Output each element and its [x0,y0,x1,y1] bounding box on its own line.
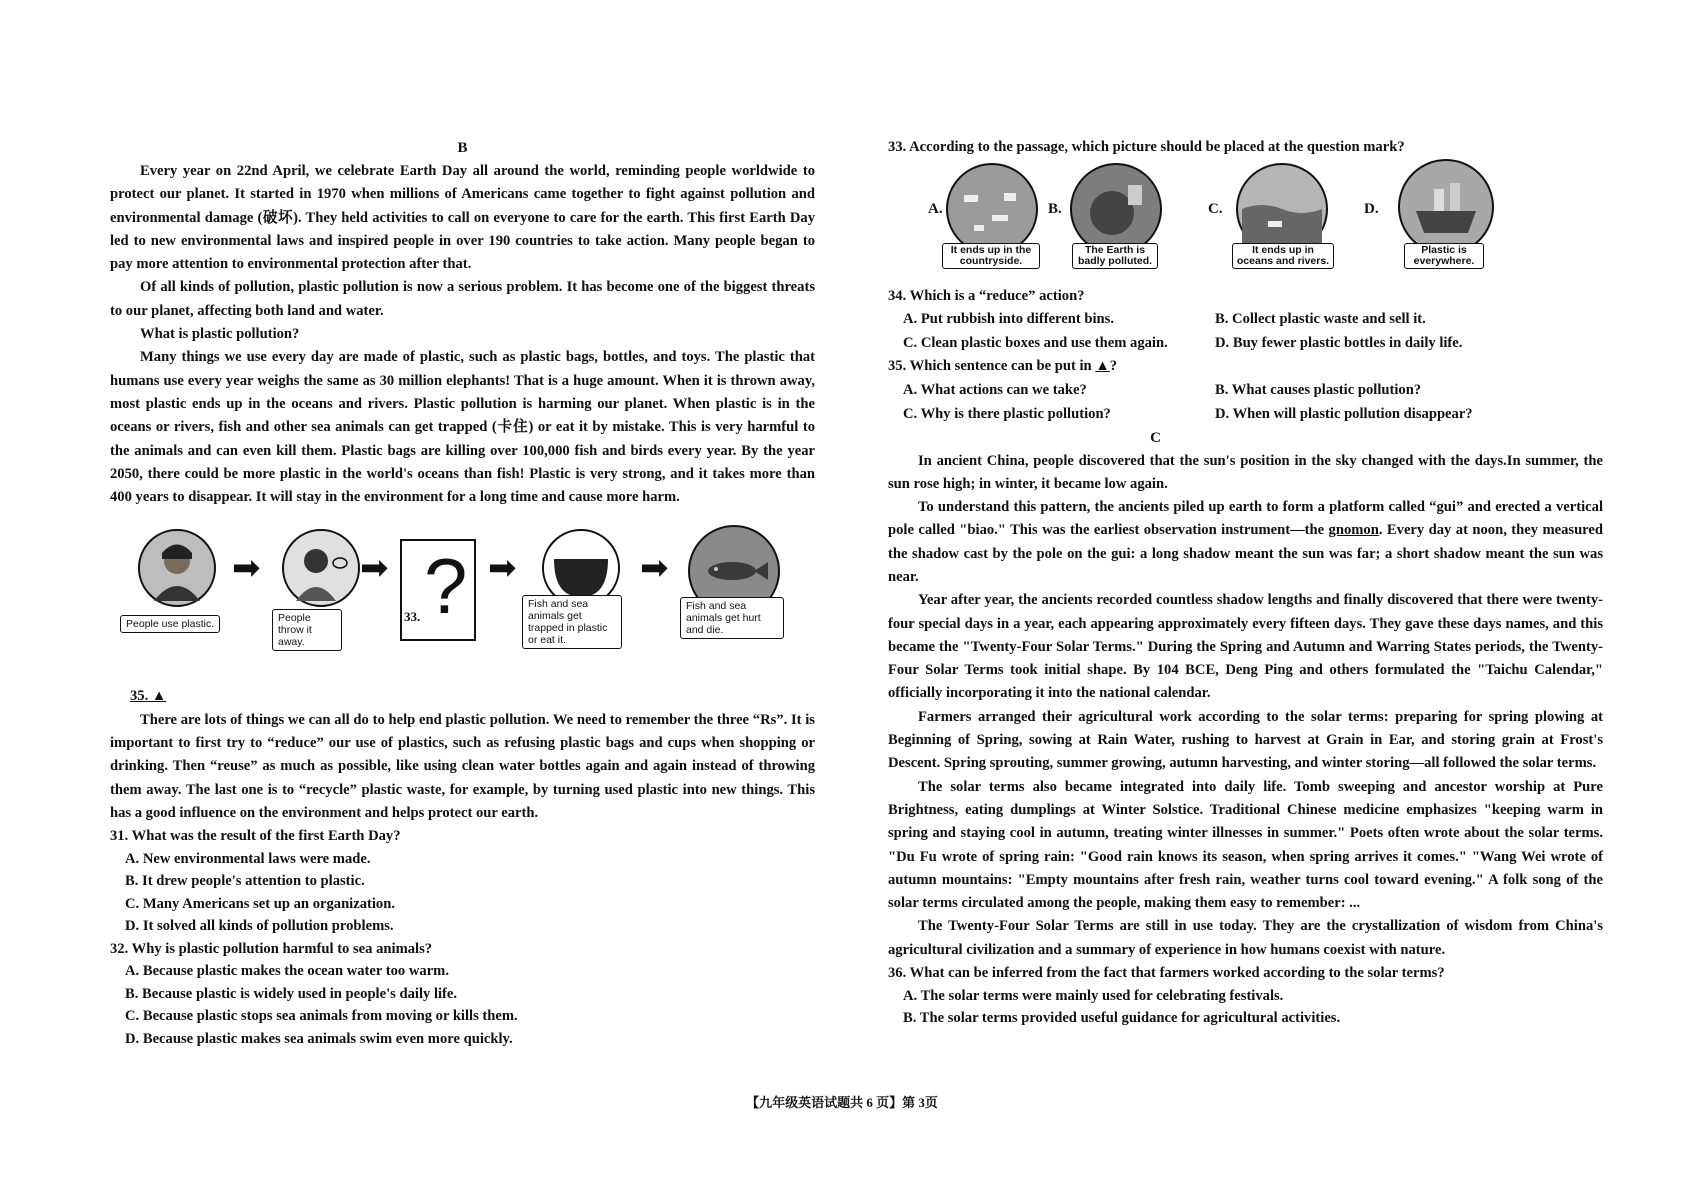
picture-caption: It ends up in oceans and rivers. [1232,243,1334,269]
question-35: 35. Which sentence can be put in ▲? [888,358,1118,374]
option: D. Buy fewer plastic bottles in daily life. [1215,335,1463,351]
person-throwing-image [282,529,360,607]
picture-option-b: B. The Earth is badly polluted. [1048,159,1208,284]
flow-caption: People throw it away. [272,609,342,651]
blank-label-33: 33. [404,609,421,625]
option: B. Collect plastic waste and sell it. [1215,311,1426,327]
picture-option-c: C. It ends up in oceans and rivers. [1208,159,1368,284]
option: D. Because plastic makes sea animals swim even more quickly. [125,1030,513,1047]
option: A. New environmental laws were made. [125,850,371,867]
option: C. Why is there plastic pollution? [903,405,1111,422]
subheading: What is plastic pollution? [140,326,300,343]
option-row [888,402,1603,426]
picture-option-d: D. Plastic is everywhere. [1364,159,1534,284]
plastic-everywhere-image [1398,159,1494,255]
option: D. When will plastic pollution disappear? [1215,405,1473,422]
paragraph: Of all kinds of pollution, plastic pollution is now a serious problem. It has become one of the biggest threats to our planet, affecting both land and water. [110,279,815,319]
option: C. Clean plastic boxes and use them again. [903,335,1168,351]
picture-caption: Plastic is everywhere. [1404,243,1484,269]
paragraph: In ancient China, people discovered that the sun's position in the sky changed with the days.In summer, the sun rose high; in winter, it became low again. [888,452,1603,492]
flow-step-4 [522,529,634,649]
question-33: 33. According to the passage, which picture should be placed at the question mark? [888,139,1405,155]
option: A. Because plastic makes the ocean water too warm. [125,963,449,980]
blank-35: 35. ▲ [130,688,167,705]
arrow-right-icon: ➡ [488,548,517,589]
right-column [888,136,1603,1030]
question-31: 31. What was the result of the first Earth Day? [110,828,401,845]
paragraph: Farmers arranged their agricultural work according to the solar terms: preparing for spring plowing at Beginning of Spring, sowing at Rain Water, rushing to harvest at Grain in Ear, and storing grain at Frost's Descent. Spring sprouting, summer growing, autumn harvesting, and winter storing—all followed the solar terms. [888,708,1603,772]
option: A. The solar terms were mainly used for celebrating festivals. [903,987,1284,1004]
option: D. It solved all kinds of pollution problems. [125,918,394,935]
option: B. Because plastic is widely used in people's daily life. [125,985,458,1002]
option: B. What causes plastic pollution? [1215,381,1422,398]
page-footer: 【九年级英语试题共 6 页】第 3页 [746,1095,938,1110]
arrow-right-icon: ➡ [640,548,669,589]
option: C. Many Americans set up an organization. [125,895,395,912]
option-row [888,307,1603,331]
picture-option-a: A. It ends up in the countryside. [888,159,1068,284]
section-heading-b: B [457,140,468,156]
picture-options [888,159,1603,289]
question-mark: ? [424,542,468,631]
question-34: 34. Which is a “reduce” action? [888,287,1085,304]
question-36: 36. What can be inferred from the fact that farmers worked according to the solar terms? [888,965,1445,982]
flow-caption: People use plastic. [120,615,220,633]
arrow-right-icon: ➡ [232,548,261,589]
picture-caption: The Earth is badly polluted. [1072,243,1158,269]
person-using-plastic-image [138,529,216,607]
countryside-litter-image [946,163,1038,255]
section-heading-c: C [1150,429,1161,446]
left-column [110,136,815,1050]
question-32: 32. Why is plastic pollution harmful to sea animals? [110,940,433,957]
paragraph: There are lots of things we can all do to help end plastic pollution. We need to remember the three “Rs”. It is important to first try to “reduce” our use of plastics, such as refusing plastic bags and cups when shopping or drinking. Then “reuse” as much as possible, like using clean water bottles again and again instead of throwing them away. The last one is to “recycle” plastic waste, for example, by turning used plastic into new things. This has a good influence on the environment and helps protect our earth. [110,711,815,821]
option: B. The solar terms provided useful guidance for agricultural activities. [903,1010,1341,1027]
option: C. Because plastic stops sea animals from moving or kills them. [125,1008,518,1025]
option-row [888,378,1603,402]
option-row [888,331,1603,355]
paragraph: Many things we use every day are made of plastic, such as plastic bags, bottles, and toys. The plastic that humans use every year weighs the same as 30 million elephants! That is a huge amount. When it is thrown away, most plastic ends up in the oceans and rivers. Plastic pollution is harming our planet. When plastic is in the oceans or rivers, fish and other sea animals can get trapped (卡住) or eat it by mistake. This is very harmful to the animals and can even kill them. Plastic bags are killing over 100,000 fish and birds every year. By the year 2050, there could be more plastic in the world's oceans than fish! Plastic is very strong, and it takes more than 400 years to disappear. It will stay in the environment for a long time and cause more harm. [110,349,815,506]
ocean-litter-image [1236,163,1328,255]
picture-caption: It ends up in the countryside. [942,243,1040,269]
option: A. What actions can we take? [903,381,1087,398]
flow-step-5 [680,525,790,649]
paragraph: Every year on 22nd April, we celebrate Earth Day all around the world, reminding people worldwide to protect our planet. It started in 1970 when millions of Americans came together to fight against pollution and environmental damage (破坏). They held activities to call on everyone to care for the earth. This first Earth Day led to new environmental laws and inspired people in over 190 countries to take action. Many people began to pay more attention to environmental protection after that. [110,163,815,273]
paragraph: To understand this pattern, the ancients piled up earth to form a platform called “gui” and erected a vertical pole called "biao." This was the earliest observation instrument—the gnomon. Every day at noon, they measured the shadow cast by the pole on the gui: a long shadow meant the sun was far; a short shadow meant the sun was near. [888,499,1603,585]
flow-step-1 [120,529,230,647]
question-mark-box [400,539,476,641]
flow-chart [120,529,815,679]
flow-caption: Fish and sea animals get trapped in plastic or eat it. [522,595,622,649]
paragraph: The solar terms also became integrated into daily life. Tomb sweeping and ancestor worship at Pure Brightness, eating dumplings at Winter Solstice. Traditional Chinese medicine emphasizes "keeping warm in spring and staying cool in autumn, treating winter illnesses in summer." Poets often wrote about the solar terms. "Du Fu wrote of spring rain: "Good rain knows its season, when spring arrives it comes." "Wang Wei wrote of autumn mountains: "Empty mountains after fresh rain, weather turns cool toward evening." A folk song of the solar terms circulated among the people, making them easy to remember: ... [888,778,1603,912]
flow-step-2 [270,529,370,647]
option: B. It drew people's attention to plastic. [125,873,365,890]
flow-caption: Fish and sea animals get hurt and die. [680,597,784,639]
arrow-right-icon: ➡ [360,548,389,589]
underlined-term: gnomon [1328,522,1379,539]
paragraph: Year after year, the ancients recorded countless shadow lengths and finally discovered that there were twenty-four special days in a year, each appearing approximately every fifteen days. They gave these days names, and this became the "Twenty-Four Solar Terms." During the Spring and Autumn and Warring States periods, the Twenty-Four Solar Terms took initial shape. By 104 BCE, Deng Ping and others formulated the "Taichu Calendar," officially incorporating it into the national calendar. [888,592,1603,702]
blank-marker: ▲ [1095,358,1110,374]
polluted-earth-image [1070,163,1162,255]
paragraph: The Twenty-Four Solar Terms are still in use today. They are the crystallization of wisdom from China's agricultural civilization and a summary of experience in how humans coexist with nature. [888,918,1603,958]
option: A. Put rubbish into different bins. [903,311,1114,327]
